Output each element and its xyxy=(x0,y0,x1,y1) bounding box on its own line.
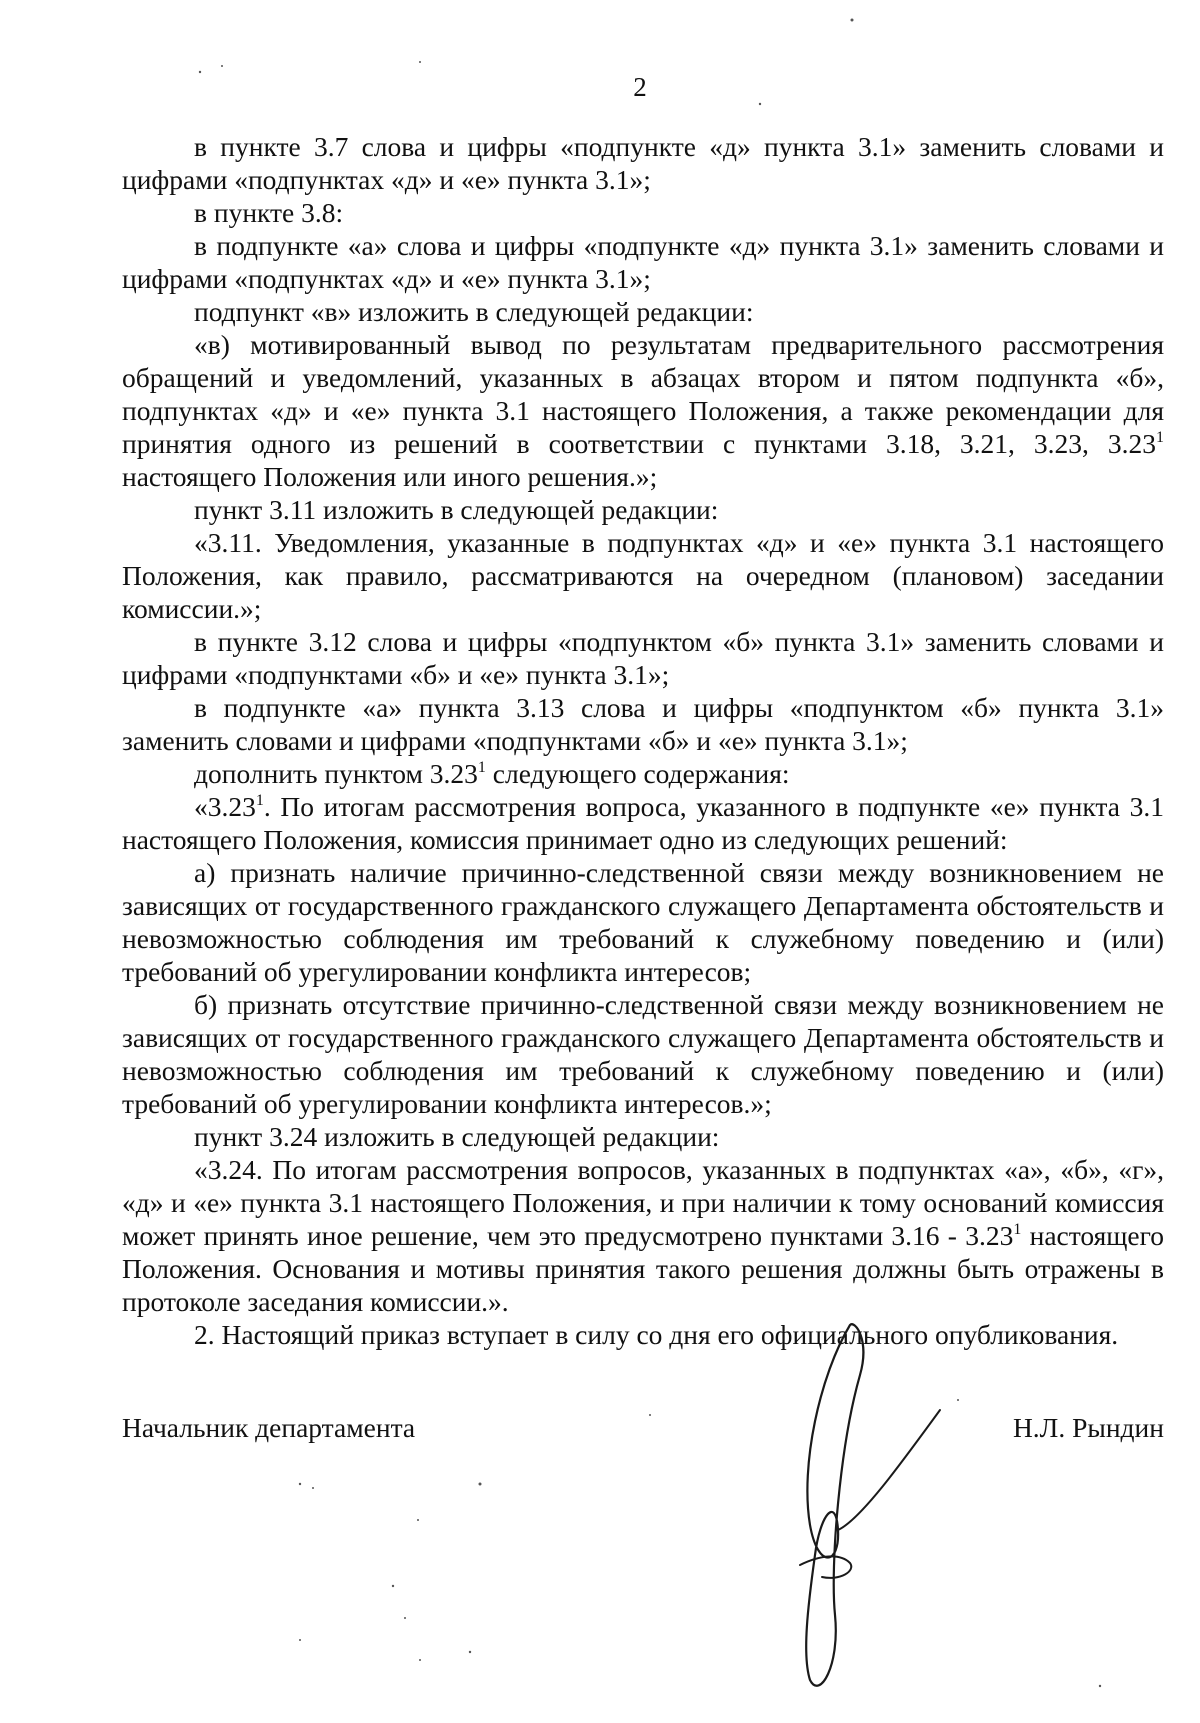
text-run: пункт 3.11 изложить в следующей редакции: xyxy=(194,494,719,525)
text-run: в подпункте «а» слова и цифры «подпункте «д» пункта 3.1» заменить словами и цифрами «подпунктах «д» и «е» пункта 3.1»; xyxy=(122,230,1164,294)
text-run: 2. Настоящий приказ вступает в силу со дня его официального опубликования. xyxy=(194,1319,1119,1350)
paragraph xyxy=(122,196,1164,229)
paragraph xyxy=(122,295,1164,328)
paragraph xyxy=(122,757,1164,790)
text-run: настоящего Положения. Основания и мотивы принятия такого решения должны быть отражены в протоколе заседания комиссии.». xyxy=(122,1220,1164,1317)
paragraph xyxy=(122,790,1164,856)
paragraph xyxy=(122,493,1164,526)
paragraph xyxy=(122,691,1164,757)
text-run: а) признать наличие причинно-следственной связи между возникновением не зависящих от государственного гражданского служащего Департамента обстоятельств и невозможностью соблюдения им требований к служебному поведению и (или) требований об урегулировании конфликта интересов; xyxy=(122,857,1164,987)
paragraph xyxy=(122,229,1164,295)
text-run: «3.23 xyxy=(194,791,256,822)
text-run: . По итогам рассмотрения вопроса, указанного в подпункте «е» пункта 3.1 настоящего Положения, комиссия принимает одно из следующих решений: xyxy=(122,791,1164,855)
signatory-title: Начальник департамента xyxy=(122,1412,416,1443)
text-run: подпункт «в» изложить в следующей редакции: xyxy=(194,296,754,327)
paragraph xyxy=(122,988,1164,1120)
handwritten-signature xyxy=(780,1315,970,1695)
text-run: «3.11. Уведомления, указанные в подпунктах «д» и «е» пункта 3.1 настоящего Положения, как правило, рассматриваются на очередном (плановом) заседании комиссии.»; xyxy=(122,527,1164,624)
signatory-name: Н.Л. Рындин xyxy=(1012,1412,1164,1443)
paragraph xyxy=(122,526,1164,625)
paragraph xyxy=(122,625,1164,691)
document-body xyxy=(122,130,1164,1351)
superscript: 1 xyxy=(477,759,486,776)
text-run: в подпункте «а» пункта 3.13 слова и цифры «подпунктом «б» пункта 3.1» заменить словами и цифрами «подпунктами «б» и «е» пункта 3.1»; xyxy=(122,692,1164,756)
paragraph xyxy=(122,856,1164,988)
text-run: настоящего Положения или иного решения.»; xyxy=(122,461,658,492)
page-number: 2 xyxy=(633,72,647,102)
superscript: 1 xyxy=(1156,429,1164,446)
text-run: пункт 3.24 изложить в следующей редакции: xyxy=(194,1121,720,1152)
text-run: в пункте 3.12 слова и цифры «подпунктом «б» пункта 3.1» заменить словами и цифрами «подпунктами «б» и «е» пункта 3.1»; xyxy=(122,626,1164,690)
paragraph xyxy=(122,1318,1164,1351)
paragraph xyxy=(122,328,1164,493)
text-run: в пункте 3.8: xyxy=(194,197,344,228)
paragraph xyxy=(122,1120,1164,1153)
text-run: дополнить пунктом 3.23 xyxy=(194,758,478,789)
superscript: 1 xyxy=(1013,1221,1022,1238)
text-run: «3.24. По итогам рассмотрения вопросов, указанных в подпунктах «а», «б», «г», «д» и «е» пункта 3.1 настоящего Положения, и при наличии к тому оснований комиссия может принять иное решение, чем это предусмотрено пунктами 3.16 - 3.23 xyxy=(122,1154,1164,1251)
text-run: «в) мотивированный вывод по результатам предварительного рассмотрения обращений и уведомлений, указанных в абзацах втором и пятом подпункта «б», подпунктах «д» и «е» пункта 3.1 настоящего Положения, а также рекомендации для принятия одного из решений в соответствии с пунктами 3.18, 3.21, 3.23, 3.23 xyxy=(122,329,1164,459)
superscript: 1 xyxy=(255,792,264,809)
text-run: в пункте 3.7 слова и цифры «подпункте «д» пункта 3.1» заменить словами и цифрами «подпунктах «д» и «е» пункта 3.1»; xyxy=(122,131,1164,195)
text-run: б) признать отсутствие причинно-следственной связи между возникновением не зависящих от государственного гражданского служащего Департамента обстоятельств и невозможностью соблюдения им требований к служебному поведению и (или) требований об урегулировании конфликта интересов.»; xyxy=(122,989,1164,1119)
paragraph xyxy=(122,1153,1164,1318)
paragraph xyxy=(122,130,1164,196)
text-run: следующего содержания: xyxy=(485,758,790,789)
